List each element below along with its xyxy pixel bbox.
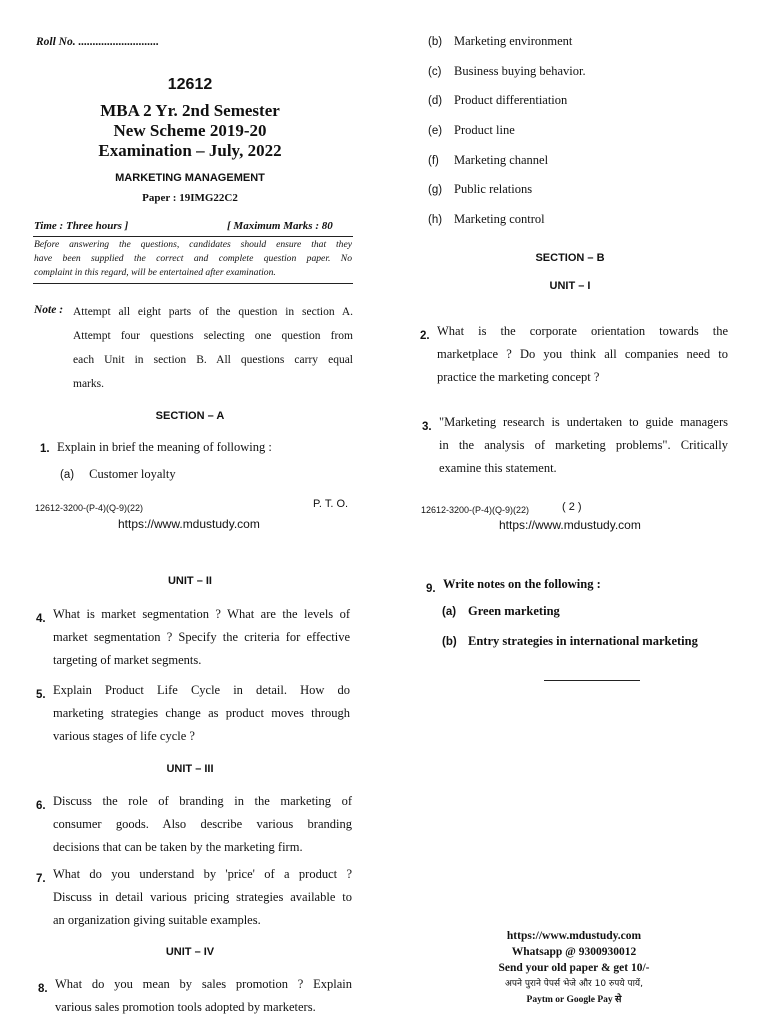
roll-no: Roll No. ............................ xyxy=(36,36,159,48)
question-line: consumer goods. Also describe various branding xyxy=(53,817,352,831)
question-number: 2. xyxy=(420,330,430,342)
question-number: 8. xyxy=(38,983,48,995)
question-1-part-a xyxy=(60,467,176,482)
question-9-part-b xyxy=(442,634,698,649)
question-1-part-g xyxy=(428,182,532,197)
promo-whatsapp: Whatsapp @ 9300930012 xyxy=(511,946,637,958)
question-line: "Marketing research is undertaken to guide managers xyxy=(439,415,728,429)
question-1-part-b xyxy=(428,34,572,49)
question-1-part-d xyxy=(428,93,567,108)
part-text: Entry strategies in international marketing xyxy=(468,634,698,648)
note-line: marks. xyxy=(73,378,104,390)
unit-2-heading: UNIT – II xyxy=(167,575,212,587)
part-label: (d) xyxy=(428,95,443,107)
footer-code: 12612-3200-(P-4)(Q-9)(22) xyxy=(421,505,530,515)
question-line: marketplace ? Do you think all companies need to xyxy=(437,347,728,361)
question-4 xyxy=(36,603,350,672)
section-b-heading: SECTION – B xyxy=(535,252,605,264)
part-text: Product line xyxy=(454,123,515,137)
end-divider xyxy=(544,680,640,681)
question-1 xyxy=(40,436,350,459)
part-text: Marketing control xyxy=(454,212,545,226)
question-5 xyxy=(36,679,350,748)
question-number: 4. xyxy=(36,613,46,625)
question-6 xyxy=(36,790,352,859)
page-2 xyxy=(384,0,768,540)
question-1-part-c xyxy=(428,64,586,79)
question-number: 6. xyxy=(36,800,46,812)
question-text xyxy=(55,973,352,1019)
question-line: various sales promotion tools adopted by marketers. xyxy=(55,1000,316,1014)
part-text: Customer loyalty xyxy=(89,467,176,481)
part-label: (h) xyxy=(428,214,443,226)
footer-url: https://www.mdustudy.com xyxy=(118,517,260,531)
question-line: examine this statement. xyxy=(439,461,557,475)
question-line: targeting of market segments. xyxy=(53,653,202,667)
question-line: What do you understand by 'price' of a product ? xyxy=(53,867,352,881)
question-line: practice the marketing concept ? xyxy=(437,370,600,384)
paper-code: 12612 xyxy=(167,76,213,93)
instruction-line: Before answering the questions, candidates should ensure that they xyxy=(34,239,352,250)
question-text xyxy=(53,790,352,859)
note-label: Note : xyxy=(34,304,64,316)
question-text xyxy=(53,679,350,748)
divider-top xyxy=(33,236,353,237)
note-text xyxy=(73,300,353,396)
question-number: 1. xyxy=(40,443,50,455)
note-line: each Unit in section B. All questions carry equal xyxy=(73,354,353,366)
question-text xyxy=(437,320,728,389)
part-label: (e) xyxy=(428,125,443,137)
question-line: decisions that can be taken by the marketing firm. xyxy=(53,840,303,854)
time-allowed: Time : Three hours ] xyxy=(34,220,129,232)
pto-label: P. T. O. xyxy=(313,498,349,510)
unit-3-heading: UNIT – III xyxy=(166,763,214,775)
exam-title: Examination – July, 2022 xyxy=(98,141,282,160)
promo-offer: Send your old paper & get 10/- xyxy=(498,962,650,974)
question-line: an organization giving suitable examples. xyxy=(53,913,261,927)
question-line: What do you mean by sales promotion ? Explain xyxy=(55,977,352,991)
note-line: Attempt all eight parts of the question in section A. xyxy=(73,306,353,318)
question-line: market segmentation ? Specify the criteria for effective xyxy=(53,630,350,644)
question-line: in the analysis of marketing problems". Critically xyxy=(439,438,728,452)
page-number: ( 2 ) xyxy=(562,501,582,513)
question-text xyxy=(53,603,350,672)
part-label: (b) xyxy=(428,36,443,48)
question-number: 9. xyxy=(426,583,436,595)
question-line: marketing strategies change as product moves through xyxy=(53,706,350,720)
question-9 xyxy=(426,573,736,596)
question-7 xyxy=(36,863,352,932)
question-text xyxy=(53,863,352,932)
page-4 xyxy=(384,540,768,1024)
course-title: MBA 2 Yr. 2nd Semester xyxy=(100,101,280,120)
footer-url: https://www.mdustudy.com xyxy=(499,518,641,532)
part-text: Business buying behavior. xyxy=(454,64,586,78)
instruction-line: have been supplied the correct and complete question paper. No xyxy=(34,253,352,264)
part-text: Green marketing xyxy=(468,604,560,618)
question-9-part-a xyxy=(442,604,560,619)
question-line: What is market segmentation ? What are the levels of xyxy=(53,607,350,621)
part-text: Product differentiation xyxy=(454,93,568,107)
part-text: Public relations xyxy=(454,182,533,196)
footer-code: 12612-3200-(P-4)(Q-9)(22) xyxy=(35,503,144,513)
part-label: (c) xyxy=(428,66,442,78)
question-number: 5. xyxy=(36,689,46,701)
unit-4-heading: UNIT – IV xyxy=(165,946,215,958)
divider-bottom xyxy=(33,283,353,284)
part-text: Marketing environment xyxy=(454,34,573,48)
part-label: (a) xyxy=(442,606,457,618)
promo-url: https://www.mdustudy.com xyxy=(506,930,642,942)
question-2 xyxy=(420,320,728,389)
question-1-part-h xyxy=(428,212,545,227)
promo-payment: Paytm or Google Pay से xyxy=(526,995,622,1005)
candidate-instructions xyxy=(34,238,352,280)
question-line: Explain Product Life Cycle in detail. How do xyxy=(53,683,350,697)
instruction-line: complaint in this regard, will be entertained after examination. xyxy=(34,267,276,278)
subject-title: MARKETING MANAGEMENT xyxy=(115,172,265,184)
unit-1-heading: UNIT – I xyxy=(549,280,591,292)
question-8 xyxy=(38,973,352,1019)
scheme-title: New Scheme 2019-20 xyxy=(113,121,267,140)
question-line: various stages of life cycle ? xyxy=(53,729,195,743)
part-label: (b) xyxy=(442,636,457,648)
section-a-heading: SECTION – A xyxy=(155,410,225,422)
part-label: (a) xyxy=(60,469,75,481)
page-1 xyxy=(0,0,384,540)
part-label: (f) xyxy=(428,155,439,167)
note-line: Attempt four questions selecting one question from xyxy=(73,330,353,342)
maximum-marks: [ Maximum Marks : 80 xyxy=(227,220,333,232)
question-number: 7. xyxy=(36,873,46,885)
part-text: Marketing channel xyxy=(454,153,549,167)
promo-block xyxy=(454,928,694,1008)
question-text xyxy=(439,411,728,480)
question-line: Discuss the role of branding in the marketing of xyxy=(53,794,352,808)
question-line: What is the corporate orientation towards the xyxy=(437,324,728,338)
page-3 xyxy=(0,540,384,1024)
question-text: Explain in brief the meaning of following : xyxy=(57,440,272,454)
question-1-part-e xyxy=(428,123,515,138)
part-label: (g) xyxy=(428,184,443,196)
question-line: Discuss in detail various pricing strategies available to xyxy=(53,890,352,904)
promo-hindi: अपने पुराने पेपर्स भेजे और 10 रुपये पायें, xyxy=(504,979,644,989)
question-3 xyxy=(422,411,728,480)
paper-number: Paper : 19IMG22C2 xyxy=(142,192,238,204)
question-number: 3. xyxy=(422,421,432,433)
question-text: Write notes on the following : xyxy=(443,577,601,591)
question-1-part-f xyxy=(428,153,548,168)
